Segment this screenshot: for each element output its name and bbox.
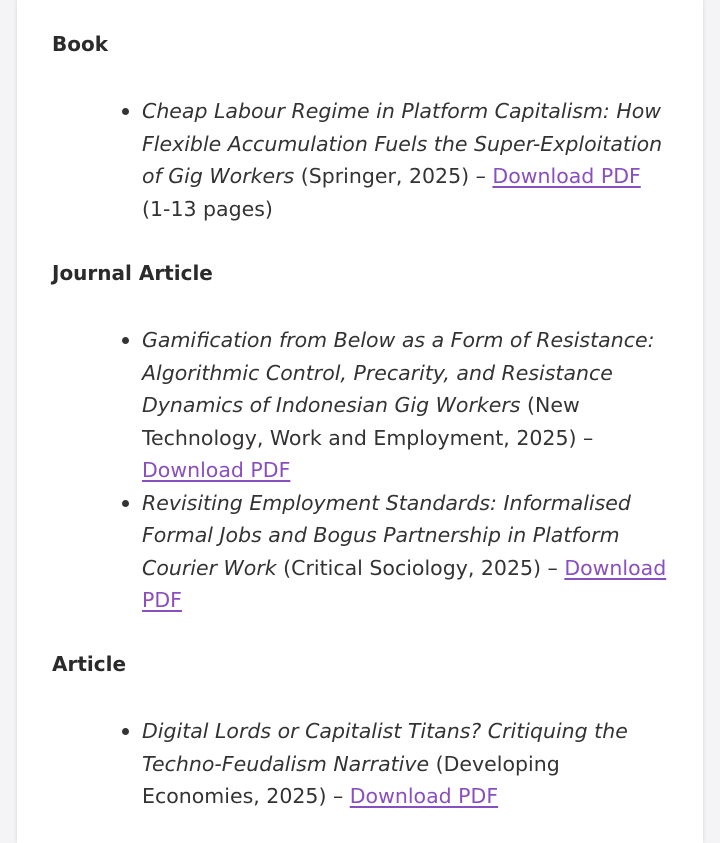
download-pdf-link[interactable]: Download PDF xyxy=(142,555,667,612)
section-heading-article: Article xyxy=(52,652,127,676)
publication-meta: (New Technology, Work and Employment, 2025) – xyxy=(142,393,594,450)
publication-title: Revisiting Employment Standards: Informalised Formal Jobs and Bogus Partnership in Platform Courier Work xyxy=(142,490,631,580)
journal-article-list xyxy=(142,324,670,617)
section-heading-journal-article: Journal Article xyxy=(52,261,213,285)
book-list xyxy=(142,95,670,225)
publication-title: Digital Lords or Capitalist Titans? Critiquing the Techno-Feudalism Narrative xyxy=(142,719,628,776)
publication-title: Cheap Labour Regime in Platform Capitalism: How Flexible Accumulation Fuels the Super-Exploitation of Gig Workers xyxy=(142,99,663,188)
section-heading-book: Book xyxy=(52,32,109,56)
publication-meta: (Developing Economies, 2025) – xyxy=(142,751,560,808)
publication-title: Gamification from Below as a Form of Resistance: Algorithmic Control, Precarity, and Resistance Dynamics of Indonesian Gig Workers xyxy=(142,328,655,417)
list-item xyxy=(142,487,670,617)
download-pdf-link[interactable]: Download PDF xyxy=(142,458,291,482)
content-card xyxy=(17,0,703,843)
publication-meta: (Critical Sociology, 2025) – xyxy=(276,555,565,580)
publication-meta: (Springer, 2025) – xyxy=(294,164,493,188)
article-list xyxy=(142,715,670,813)
publication-pages: (1-13 pages) xyxy=(142,196,273,221)
list-item xyxy=(142,324,670,487)
download-pdf-link[interactable]: Download PDF xyxy=(349,784,499,808)
list-item xyxy=(142,715,670,813)
download-pdf-link[interactable]: Download PDF xyxy=(492,164,641,188)
list-item xyxy=(142,95,670,225)
